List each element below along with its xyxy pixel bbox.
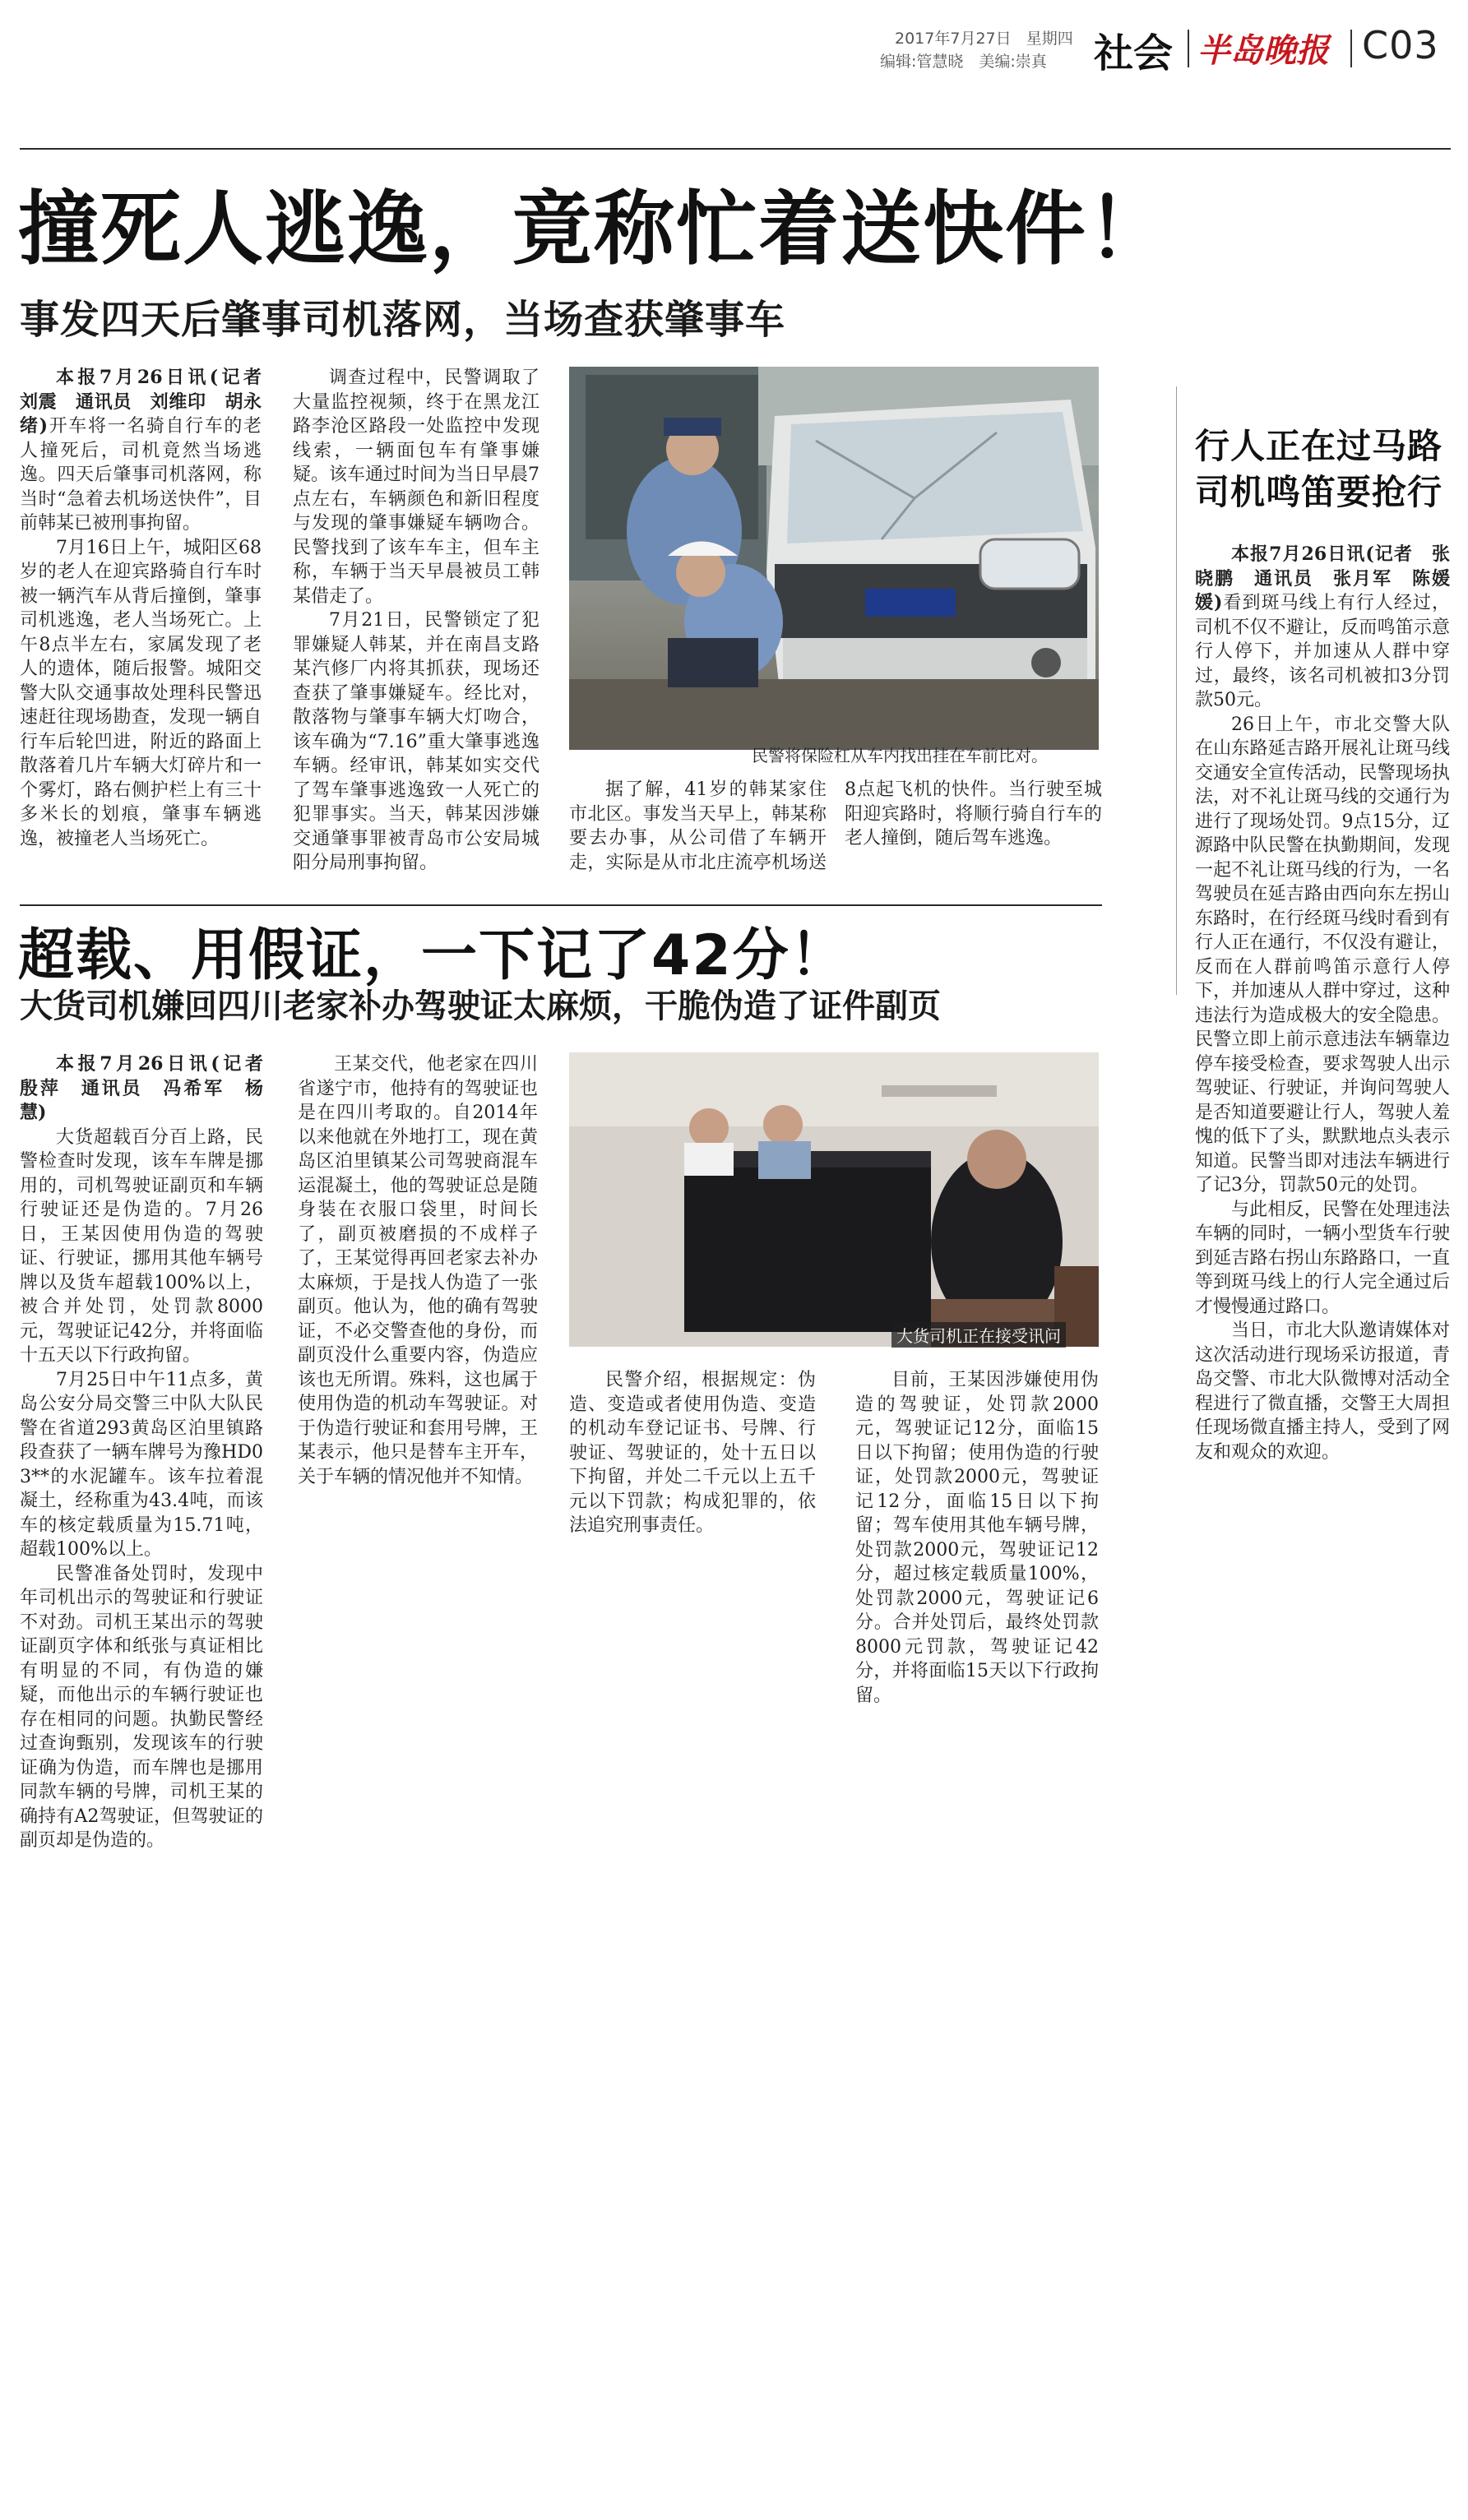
editors-line: 编辑:管慧晓 美编:崇真 [880,53,1047,71]
story2-headline: 超载、用假证，一下记了42分！ [18,923,848,988]
story1-para-3: 调查过程中，民警调取了大量监控视频，终于在黑龙江路李沧区路段一处监控中发现线索，一辆面包车有肇事嫌疑。该车通过时间为当日早晨7点左右，车辆颜色和新旧程度与发现的肇事嫌疑车辆吻合。民警找到了该车车主，但车主称，车辆于当天早晨被员工韩某借走了。 [293,368,540,607]
story1-column-2 [293,366,540,876]
interrogation-room-illustration [569,1052,1099,1347]
story1-dateline: 本报7月26日讯(记者 刘震 通讯员 刘维印 胡永绪) [20,367,280,437]
story2-para-6: 目前，王某因涉嫌使用伪造的驾驶证，处罚款2000元，驾驶证记12分，面临15日以下拘留；使用伪造的行驶证，处罚款2000元，驾驶证记12分，面临15日以下拘留；驾车使用其他车辆号牌，处罚款2000元，驾驶证记12分，超过核定载质量100%，处罚款2000元，驾驶证记6分。合并处罚后，最终处罚款8000元罚款，驾驶证记42分，并将面临15天以下行政拘留。 [855,1370,1099,1706]
story1-headline: 撞死人逃逸，竟称忙着送快件！ [18,183,1170,276]
story2-para-3: 民警准备处罚时，发现中年司机出示的驾驶证和行驶证不对劲。司机王某出示的驾驶证副页字体和纸张与真证相比有明显的不同，有伪造的嫌疑，而他出示的车辆行驶证也存在相同的问题。执勤民警经过查询甄别，发现该车的行驶证确为伪造，而车牌也是挪用同款车辆的号牌，司机王某的确持有A2驾驶证，但驾驶证的副页却是伪造的。 [20,1563,263,1851]
story3-para-4: 当日，市北大队邀请媒体对这次活动进行现场采访报道，青岛交警、市北大队微博对活动全程进行了微直播，交警王大周担任现场微直播主持人，受到了网友和观众的欢迎。 [1195,1320,1450,1463]
story2-para-5: 民警介绍，根据规定：伪造、变造或者使用伪造、变造的机动车登记证书、号牌、行驶证、驾驶证的，处十五日以下拘留，并处二千元以上五千元以下罚款；构成犯罪的，依法追究刑事责任。 [569,1370,816,1536]
story1-subhead: 事发四天后肇事司机落网，当场查获肇事车 [20,297,786,343]
story2-column-4 [855,1368,1099,1708]
story1-para-1: 开车将一名骑自行车的老人撞死后，司机竟然当场逃逸。四天后肇事司机落网，称当时“急着去机场送快件”，目前韩某已被刑事拘留。 [20,416,262,534]
masthead [0,0,1468,82]
story1-column-1 [20,366,280,851]
story2-column-3 [569,1368,816,1538]
paper-logo: 半岛晚报 [1197,31,1329,70]
story1-para-5: 据了解，41岁的韩某家住市北区。事发当天早上，韩某称要去办事，从公司借了车辆开走，实际是从市北庄流亭机场送8点起飞机的快件。当行驶至城阳迎宾路时，将顺行骑自行车的老人撞倒，随后驾车逃逸。 [569,779,1102,873]
story1-bottom-rule [20,904,1102,906]
story1-column-3 [569,778,1102,875]
section-name: 社会 [1094,30,1174,76]
story2-column-1 [20,1052,282,1853]
accident-scene-illustration [569,367,1099,750]
story2-subhead: 大货司机嫌回四川老家补办驾驶证太麻烦，干脆伪造了证件副页 [20,987,941,1025]
page-number: C03 [1362,23,1439,67]
story3-headline-line2: 司机鸣笛要抢行 [1195,472,1443,512]
story3-para-1: 看到斑马线上有行人经过，司机不仅不避让，反而鸣笛示意行人停下，并加速从人群中穿过，最终，该名司机被扣3分罚款50元。 [1195,593,1450,710]
story2-para-2: 7月25日中午11点多，黄岛公安分局交警三中队大队民警在省道293黄岛区泊里镇路段查获了一辆车牌号为豫HD03**的水泥罐车。该车拉着混凝土，经称重为43.4吨，而该车的核定载质量为15.71吨，超载100%以上。 [20,1369,263,1560]
story2-photo-caption: 大货司机正在接受讯问 [891,1322,1066,1348]
story3-column [1195,543,1450,1464]
story2-photo [569,1052,1099,1347]
masthead-rule [20,148,1451,150]
right-column-divider [1176,386,1177,995]
issue-date [895,26,1073,49]
date-text: 2017年7月27日 [895,30,1012,48]
story1-photo [569,367,1099,750]
story2-para-4: 王某交代，他老家在四川省遂宁市，他持有的驾驶证也是在四川考取的。自2014年以来他就在外地打工，现在黄岛区泊里镇某公司驾驶商混车运混凝土，他的驾驶证总是随身装在衣服口袋里，时间长了，副页被磨损的不成样子了，王某觉得再回老家去补办太麻烦，于是找人伪造了一张副页。他认为，他的确有驾驶证，不必交警查他的身份，而副页没什么重要内容，伪造应该也无所谓。殊料，这也属于使用伪造的机动车驾驶证。对于伪造行驶证和套用号牌，王某表示，他只是替车主开车，关于车辆的情况他并不知情。 [298,1054,538,1487]
masthead-divider-2 [1350,30,1352,67]
story3-para-3: 与此相反，民警在处理违法车辆的同时，一辆小型货车行驶到延吉路右拐山东路路口，一直等到斑马线上的行人完全通过后才慢慢通过路口。 [1195,1199,1450,1317]
story2-dateline: 本报7月26日讯(记者 殷萍 通讯员 冯希军 杨慧) [20,1053,282,1123]
story1-para-2: 7月16日上午，城阳区68岁的老人在迎宾路骑自行车时被一辆汽车从背后撞倒，肇事司机逃逸，老人当场死亡。上午8点半左右，家属发现了老人的遗体，随后报警。城阳交警大队交通事故处理科民警迅速赶往现场勘查，发现一辆自行车后轮凹进，附近的路面上散落着几片车辆大灯碎片和一个雾灯，路右侧护栏上有三十多米长的划痕，肇事车辆逃逸，被撞老人当场死亡。 [20,537,262,849]
story3-para-2: 26日上午，市北交警大队在山东路延吉路开展礼让斑马线交通安全宣传活动，民警现场执法，对不礼让斑马线的交通行为进行了现场处罚。9点15分，辽源路中队民警在执勤期间，发现一起不礼让斑马线的行为，一名驾驶员在延吉路由西向东左拐山东路时，在行经斑马线时看到有行人正在通行，不仅没有避让，反而在人群前鸣笛示意行人停下，并加速从人群中穿过，这种违法行为造成极大的安全隐患。民警立即上前示意违法车辆靠边停车接受检查，要求驾驶人出示驾驶证、行驶证，并询问驾驶人是否知道要避让行人，驾驶人羞愧的低下了头，默默地点头表示知道。民警当即对违法车辆进行了记3分，罚款50元的处罚。 [1195,714,1450,1195]
story3-headline-line1: 行人正在过马路 [1195,426,1443,466]
story1-photo-caption: 民警将保险杠从车内找出挂在车前比对。 [752,746,1048,765]
story2-column-2 [298,1052,538,1489]
story3-dateline: 本报7月26日讯(记者 张晓鹏 通讯员 张月军 陈媛媛) [1195,543,1450,613]
masthead-divider-1 [1188,30,1189,67]
weekday-text: 星期四 [1026,30,1073,48]
story1-para-4: 7月21日，民警锁定了犯罪嫌疑人韩某，并在南昌支路某汽修厂内将其抓获，现场还查获了肇事嫌疑车。经比对，散落物与肇事车辆大灯吻合，该车确为“7.16”重大肇事逃逸车辆。经审讯，韩某如实交代了驾车肇事逃逸致一人死亡的犯罪事实。当天，韩某因涉嫌交通肇事罪被青岛市公安局城阳分局刑事拘留。 [293,610,540,873]
story2-para-1: 大货超载百分百上路，民警检查时发现，该车车牌是挪用的，司机驾驶证副页和车辆行驶证还是伪造的。7月26日，王某因使用伪造的驾驶证、行驶证，挪用其他车辆号牌以及货车超载100%以上，被合并处罚，处罚款8000元，驾驶证记42分，并将面临十五天以下行政拘留。 [20,1126,263,1366]
